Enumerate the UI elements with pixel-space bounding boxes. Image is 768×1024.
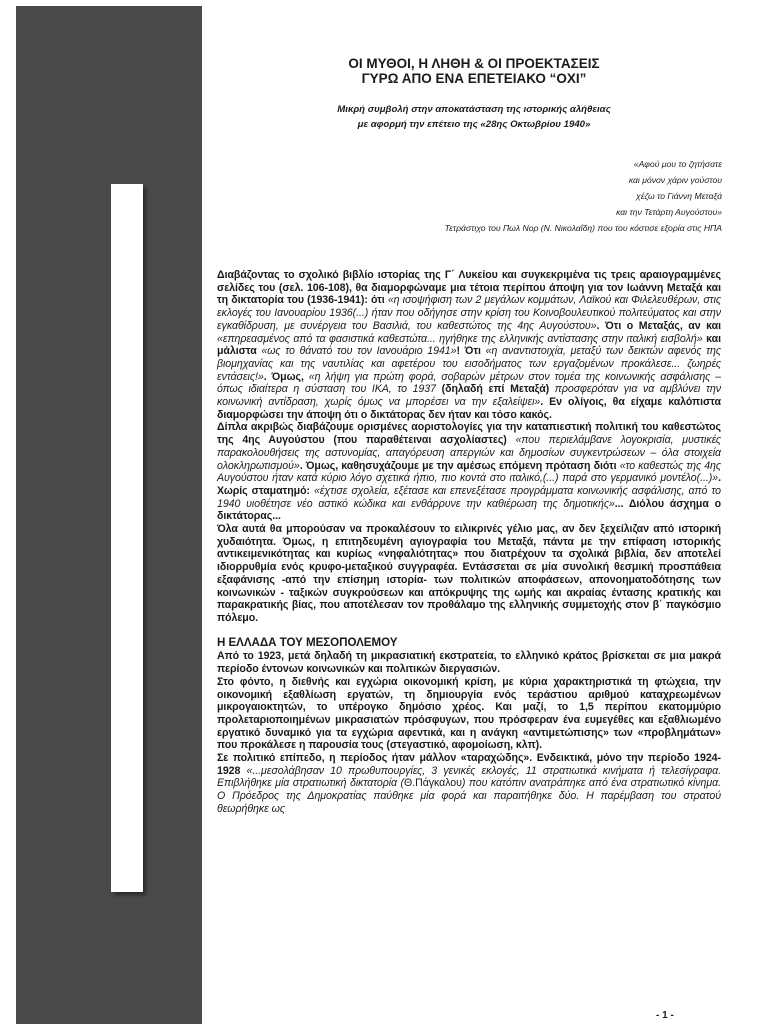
- text-run: Σε πολιτικό επίπεδο, η περίοδος ήταν μάλλον «ταραχώδης». Ενδεικτικά, μόνο την περίοδο 1924-1928: [217, 752, 721, 777]
- text-run: Θ.Πάγκαλου: [404, 777, 462, 790]
- paragraph: Στο φόντο, η διεθνής και εγχώρια οικονομική κρίση, με κύρια χαρακτηριστικά τη φτώχεια, την οικονομική εξαθλίωση εργατών, τη δημιουργία ενός τεράστιου αριθμού καταχρεωμένων μικρογαιοκτητών, το υπέρογκο δημόσιο χρέος. Και μαζί, το 1,5 περίπου εκατομμύριο προλεταριοποιημένων μικρασιατών πρόσφυγων, που πρόσφεραν ένα ευμεγέθες και εξαθλιωμένο εργατικό δυναμικό για τα εγχώρια αφεντικά, και η ανάγκη «αντιμετώπισης» των «προβλημάτων» που προκάλεσε η παρουσία τους (στεγαστικό, αφομοίωση, κλπ).: [217, 675, 721, 752]
- text-run: και μάλιστα: [217, 332, 721, 358]
- quoted-text: «η αναντιστοιχία, μεταξύ των δεικτών αφενός της βιομηχανίας και της ναυτιλίας και αφετέρου του εισοδήματος των εργαζομένων προκάλεσε... ζωηρές εντάσεις!»: [217, 345, 721, 383]
- subtitle-line-1: Μικρή συμβολή στην αποκατάσταση της ιστορικής αλήθειας: [337, 104, 611, 115]
- quoted-text: «που περιελάμβανε λογοκρισία, μυστικές παρακολουθήσεις της αστυνομίας, απαγόρευση απεργιών και δημοσίων συγκεντρώσεων – όλα στοιχεία ολοκληρωτισμού»: [217, 434, 721, 472]
- subtitle-line-2: με αφορμή την επέτειο της «28ης Οκτωβρίου 1940»: [357, 119, 591, 130]
- sidebar-decorative-bar: [111, 184, 143, 892]
- text-run: ... Διόλου άσχημα ο δικτάτορας...: [217, 497, 721, 523]
- quoted-text: προσφερόταν για να αμβλύνει την κοινωνική αντίδραση, χωρίς όμως να μπορέσει να την εξαλείψει»: [217, 383, 721, 409]
- text-run: . Όμως,: [263, 370, 309, 383]
- quoted-text: «ως το θάνατό του τον Ιανουάριο 1941»: [261, 345, 457, 358]
- text-run: . Χωρίς σταματημό:: [217, 472, 721, 497]
- section-heading: Η ΕΛΛΑΔΑ ΤΟΥ ΜΕΣΟΠΟΛΕΜΟΥ: [217, 635, 398, 649]
- epigraph-attribution: Τετράστιχο του Πωλ Νορ (Ν. Νικολαΐδη) που του κόστισε εξορία στις ΗΠΑ: [444, 223, 722, 233]
- epigraph: [202, 156, 722, 236]
- document-subtitle: [214, 102, 734, 132]
- text-run: ! Ότι: [456, 345, 486, 358]
- quoted-text: «...μεσολάβησαν 10 πρωθυπουργίες, 3 γενικές εκλογές, 11 στρατιωτικά κινήματα ή τελεσίγραφα. Επιβλήθηκε μία στρατιωτική δικτατορία (: [217, 764, 721, 790]
- document-title: [214, 56, 734, 86]
- quoted-text: «η λήψη για πρώτη φορά, σοβαρών μέτρων στον τομέα της κοινωνικής ασφάλισης – όπως ιδιαίτερα η σύσταση του ΙΚΑ, το 1937: [217, 370, 721, 396]
- text-run: . Ότι ο Μεταξάς, αν και: [596, 319, 721, 332]
- quoted-text: «το καθεστώς της 4ης Αυγούστου ήταν κατά κύριο λόγο σχετικά ήπιο, πιο κοντά στο ιταλικό,(...) παρά στο γερμανικό μοντέλο(...)»: [217, 459, 721, 485]
- title-line-1: ΟΙ ΜΥΘΟΙ, Η ΛΗΘΗ & ΟΙ ΠΡΟΕΚΤΑΣΕΙΣ: [348, 56, 600, 71]
- document-body: [217, 269, 721, 816]
- text-run: . Εν ολίγοις, θα είχαμε καλόπιστα διαμορφώσει την άποψη ότι ο δικτάτορας δεν ήταν και τόσο κακός.: [217, 396, 722, 421]
- title-line-2: ΓΥΡΩ ΑΠΟ ΕΝΑ ΕΠΕΤΕΙΑΚΟ “ΟΧΙ”: [361, 71, 587, 86]
- paragraph: [217, 421, 721, 523]
- text-run: (δηλαδή επί Μεταξά): [441, 383, 550, 396]
- epigraph-line: «Αφού μου το ζητήσατε: [633, 159, 722, 169]
- sidebar-panel: [16, 6, 202, 1024]
- paragraph: Από το 1923, μετά δηλαδή τη μικρασιατική εκστρατεία, το ελληνικό κράτος βρίσκεται σε μια μακρά περίοδο έντονων κοινωνικών και πολιτικών διεργασιών.: [217, 650, 721, 676]
- paragraph: [217, 752, 721, 816]
- document-header: [214, 56, 734, 132]
- quoted-text: «η ισοψήφιση των 2 μεγάλων κομμάτων, Λαϊκού και Φιλελευθέρων, στις εκλογές του Ιανουαρίου 1936(...) ήταν που οδήγησε στην κρίση του Κοινοβουλευτικού πολιτεύματος και στην εγκαθίδρυση, με συνέργεια του Βασιλιά, του καθεστώτος της 4ης Αυγούστου»: [217, 294, 721, 332]
- paragraph: [217, 269, 721, 421]
- text-run: . Όμως, καθησυχάζουμε με την αμέσως επόμενη πρόταση διότι: [299, 459, 620, 472]
- text-run: Δίπλα ακριβώς διαβάζουμε ορισμένες αοριστολογίες για την καταπιεστική πολιτική του καθεστώτος της 4ης Αυγούστου (που παραθέτειναι ασχολίαστες): [217, 421, 721, 447]
- page-number: - 1 -: [656, 1010, 674, 1021]
- paragraph: Όλα αυτά θα μπορούσαν να προκαλέσουν το ειλικρινές γέλιο μας, αν δεν ξεχείλιζαν από ιστορική χυδαιότητα. Όμως, η επιτηδευμένη αγιογραφία του Μεταξά, πάντα με την επίφαση ιστορικής αντικειμενικότητας και κυρίως «νηφαλιότητας» που διατρέχουν τα σχολικά βιβλία, δεν αποτελεί ιδιορρυθμία ενός κρυφο-μεταξικού συγγραφέα. Εντάσσεται σε μία συνολική θεσμική προσπάθεια εξαφάνισης -από την επίσημη ιστορία- των πολιτικών αποφάσεων, απονοηματοδότησης των κοινωνικών - ταξικών συγκρούσεων και απόκρυψης της ωμής και ακραίας έντασης κρατικής και παρακρατικής βίας, που αποτέλεσαν τον προθάλαμο της ελληνικής συμμετοχής στον β΄ παγκόσμιο πόλεμο.: [217, 523, 721, 624]
- epigraph-line: και την Τετάρτη Αυγούστου»: [616, 207, 722, 217]
- epigraph-line: και μόνον χάριν γούστου: [628, 175, 722, 185]
- quoted-text: «επηρεασμένος από τα φασιστικά καθεστώτα... ηγήθηκε της ελληνικής αντίστασης στην ιταλική εισβολή»: [217, 332, 703, 345]
- text-run: Διαβάζοντας το σχολικό βιβλίο ιστορίας της Γ΄ Λυκείου και συγκεκριμένα τις τρεις αραιογραμμένες σελίδες του (σελ. 106-108), θα διαμορφώναμε μια τέτοια περίπου άποψη για τον Ιωάννη Μεταξά και τη δικτατορία του (1936-1941): ότι: [217, 269, 721, 307]
- quoted-text: ) που κατόπιν ανατράπηκε από ένα στρατιωτικό κίνημα. Ο Πρόεδρος της Δημοκρατίας παύθηκε μία φορά και παραιτήθηκε δύο. Η παρέμβαση του στρατού θεωρήθηκε ως: [217, 777, 721, 815]
- epigraph-line: χέζω το Γιάννη Μεταξά: [636, 191, 722, 201]
- quoted-text: «έχτισε σχολεία, εξέτασε και επενεξέτασε προγράμματα κοινωνικής ασφάλισης, από το 1940 υιοθέτησε νέο αστικό κώδικα και ενθάρρυνε την καθιέρωση της δημοτικής»: [217, 484, 721, 510]
